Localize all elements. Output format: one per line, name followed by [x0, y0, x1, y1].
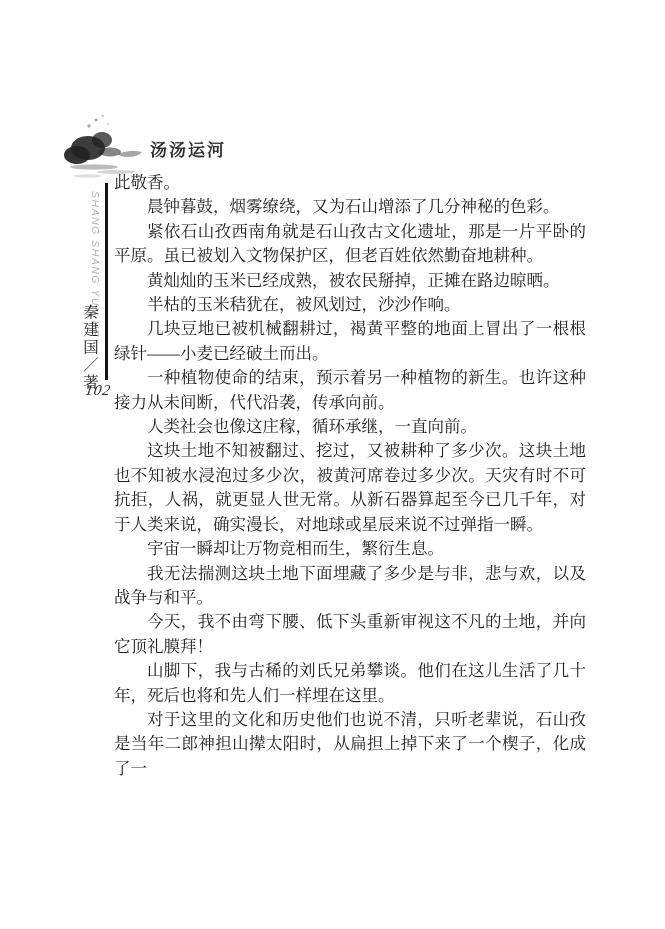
- spine-series-latin: SHANG SHANG YUN HE: [89, 191, 101, 338]
- paragraph: 对于这里的文化和历史他们也说不清，只听老辈说，石山孜是当年二郎神担山撵太阳时，从扁担上掉下来了一个楔子，化成了一: [114, 709, 586, 778]
- paragraph: 我无法揣测这块土地下面埋藏了多少是与非，悲与欢，以及战争与和平。: [114, 563, 586, 607]
- paragraph: 几块豆地已被机械翻耕过，褐黄平整的地面上冒出了一根根绿针——小麦已经破土而出。: [114, 319, 586, 363]
- paragraph: 半枯的玉米秸犹在，被风划过，沙沙作响。: [147, 295, 461, 315]
- body-text: [114, 171, 586, 781]
- running-head-title: 汤汤运河: [150, 141, 226, 160]
- paragraph: 紧依石山孜西南角就是石山孜古文化遗址，那是一片平卧的平原。虽已被划入文物保护区，但老百姓依然勤奋地耕种。: [114, 221, 586, 266]
- spine-author: 秦建国／著: [81, 304, 98, 392]
- page-number: 102: [83, 383, 113, 399]
- paragraph: 人类社会也像这庄稼，循环承继，一直向前。: [147, 417, 477, 437]
- paragraph: 宇宙一瞬却让万物竞相而生，繁衍生息。: [147, 539, 444, 559]
- paragraph: 此敬香。: [114, 173, 180, 192]
- paragraph: 今天，我不由弯下腰、低下头重新审视这不凡的土地，并向它顶礼膜拜！: [114, 612, 586, 656]
- paragraph: 晨钟暮鼓，烟雾缭绕，又为石山增添了几分神秘的色彩。: [147, 197, 560, 217]
- paragraph: 山脚下，我与古稀的刘氏兄弟攀谈。他们在这儿生活了几十年，死后也将和先人们一样埋在这里。: [114, 661, 586, 705]
- paragraph: 黄灿灿的玉米已经成熟，被农民掰掉，正摊在路边晾晒。: [147, 270, 560, 290]
- paragraph: 一种植物使命的结束，预示着另一种植物的新生。也许这种接力从未间断，代代沿袭，传承向前。: [114, 368, 586, 412]
- spine-rule: [105, 183, 108, 380]
- paragraph: 这块土地不知被翻过、挖过，又被耕种了多少次。这块土地也不知被水浸泡过多少次，被黄河席卷过多少次。天灾有时不可抗拒，人祸，就更显人世无常。从新石器算起至今已几千年，对于人类来说，确实漫长，对地球或星辰来说不过弹指一瞬。: [114, 441, 586, 534]
